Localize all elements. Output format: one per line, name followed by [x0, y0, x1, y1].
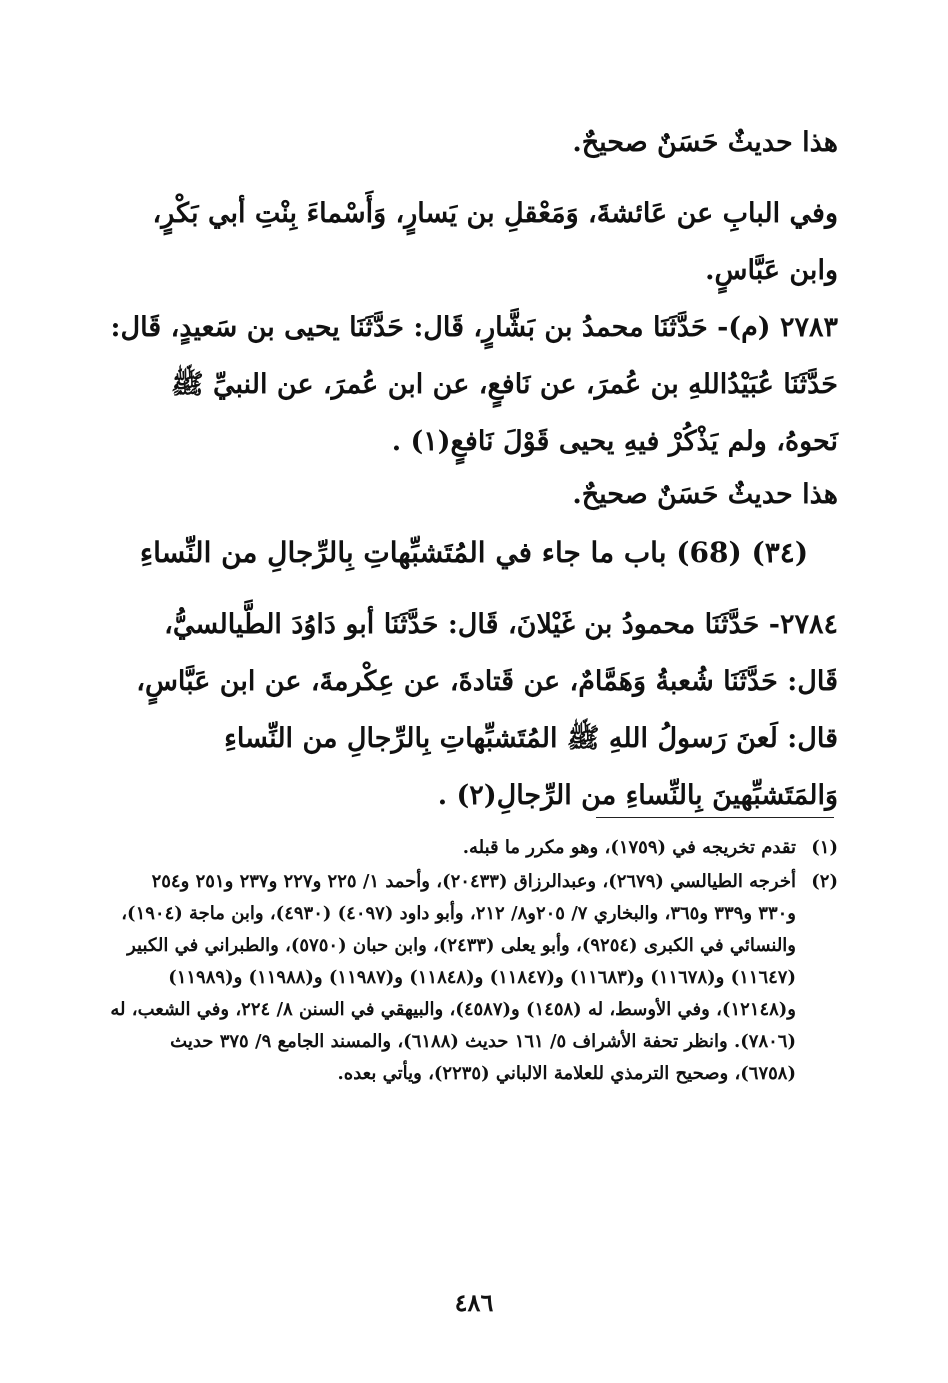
grading-statement-1: هذا حديثٌ حَسَنٌ صحيحٌ.: [572, 127, 838, 158]
hadith-2783: ٢٧٨٣ (م)- حَدَّثَنَا محمدُ بن بَشَّارٍ، قَال: حَدَّثَنَا يحيى بن سَعيدٍ، قَال: حَدَّثَنَا عُبَيْدُاللهِ بن عُمرَ، عن نَافعٍ، عن ابن عُمرَ، عن النبيِّ ﷺ نَحوهُ، ولم يَذْكُرْ فيهِ يحيى قَوْلَ نَافعٍ(١) .: [110, 312, 838, 457]
grading-statement-2: هذا حديثٌ حَسَنٌ صحيحٌ.: [572, 479, 838, 510]
page-number: ٤٨٦: [454, 1288, 494, 1317]
footnote-number: (٢): [811, 871, 838, 892]
chapter-heading: (٣٤) (68) باب ما جاء في المُتَشبِّهاتِ بِالرِّجالِ من النِّساءِ: [139, 536, 809, 569]
footnote-text: تقدم تخريجه في (١٧٥٩)، وهو مكرر ما قبله.: [462, 837, 796, 858]
footnote-divider: [596, 817, 834, 818]
footnote-2: [110, 866, 838, 1090]
chapter-references-paragraph: وفي البابِ عن عَائشةَ، وَمَعْقلِ بن يَسارٍ، وَأَسْماءَ بِنْتِ أبي بَكْرٍ، وابن عَبَّاسٍ.: [152, 198, 838, 286]
footnote-1: [110, 832, 838, 864]
footnote-text: أخرجه الطيالسي (٢٦٧٩)، وعبدالرزاق (٢٠٤٣٣)، وأحمد ١/ ٢٢٥ و٢٢٧ و٢٣٧ و٢٥١ و٢٥٤ و٣٣٠ و٣٣٩ و٣٦٥، والبخاري ٧/ ٢٠٥و٨/ ٢١٢، وأبو داود (٤٠٩٧) (٤٩٣٠)، وابن ماجة (١٩٠٤)، والنسائي في الكبرى (٩٢٥٤)، وأبو يعلى (٢٤٣٣)، وابن حبان (٥٧٥٠)، والطبراني في الكبير (١١٦٤٧) و(١١٦٧٨) و(١١٦٨٣) و(١١٨٤٧) و(١١٨٤٨) و(١١٩٨٧) و(١١٩٨٨) و(١١٩٨٩) و(١٢١٤٨)، وفي الأوسط، له (١٤٥٨) و(٤٥٨٧)، والبيهقي في السنن ٨/ ٢٢٤، وفي الشعب، له (٧٨٠٦). وانظر تحفة الأشراف ٥/ ١٦١ حديث (٦١٨٨)، والمسند الجامع ٩/ ٣٧٥ حديث (٦٧٥٨)، وصحيح الترمذي للعلامة الالباني (٢٢٣٥)، ويأتي بعده.: [110, 871, 796, 1084]
footnote-number: (١): [811, 837, 838, 858]
hadith-2784: ٢٧٨٤- حَدَّثَنَا محمودُ بن غَيْلانَ، قَال: حَدَّثَنَا أبو دَاوُدَ الطَّيالسيُّ، قَال: حَدَّثَنَا شُعبةُ وَهَمَّامٌ، عن قَتادةَ، عن عِكْرمةَ، عن ابن عَبَّاسٍ، قال: لَعنَ رَسولُ اللهِ ﷺ المُتَشبِّهاتِ بِالرِّجالِ من النِّساءِ وَالمَتَشبِّهينَ بِالنِّساءِ من الرِّجالِ(٢) .: [136, 609, 838, 811]
